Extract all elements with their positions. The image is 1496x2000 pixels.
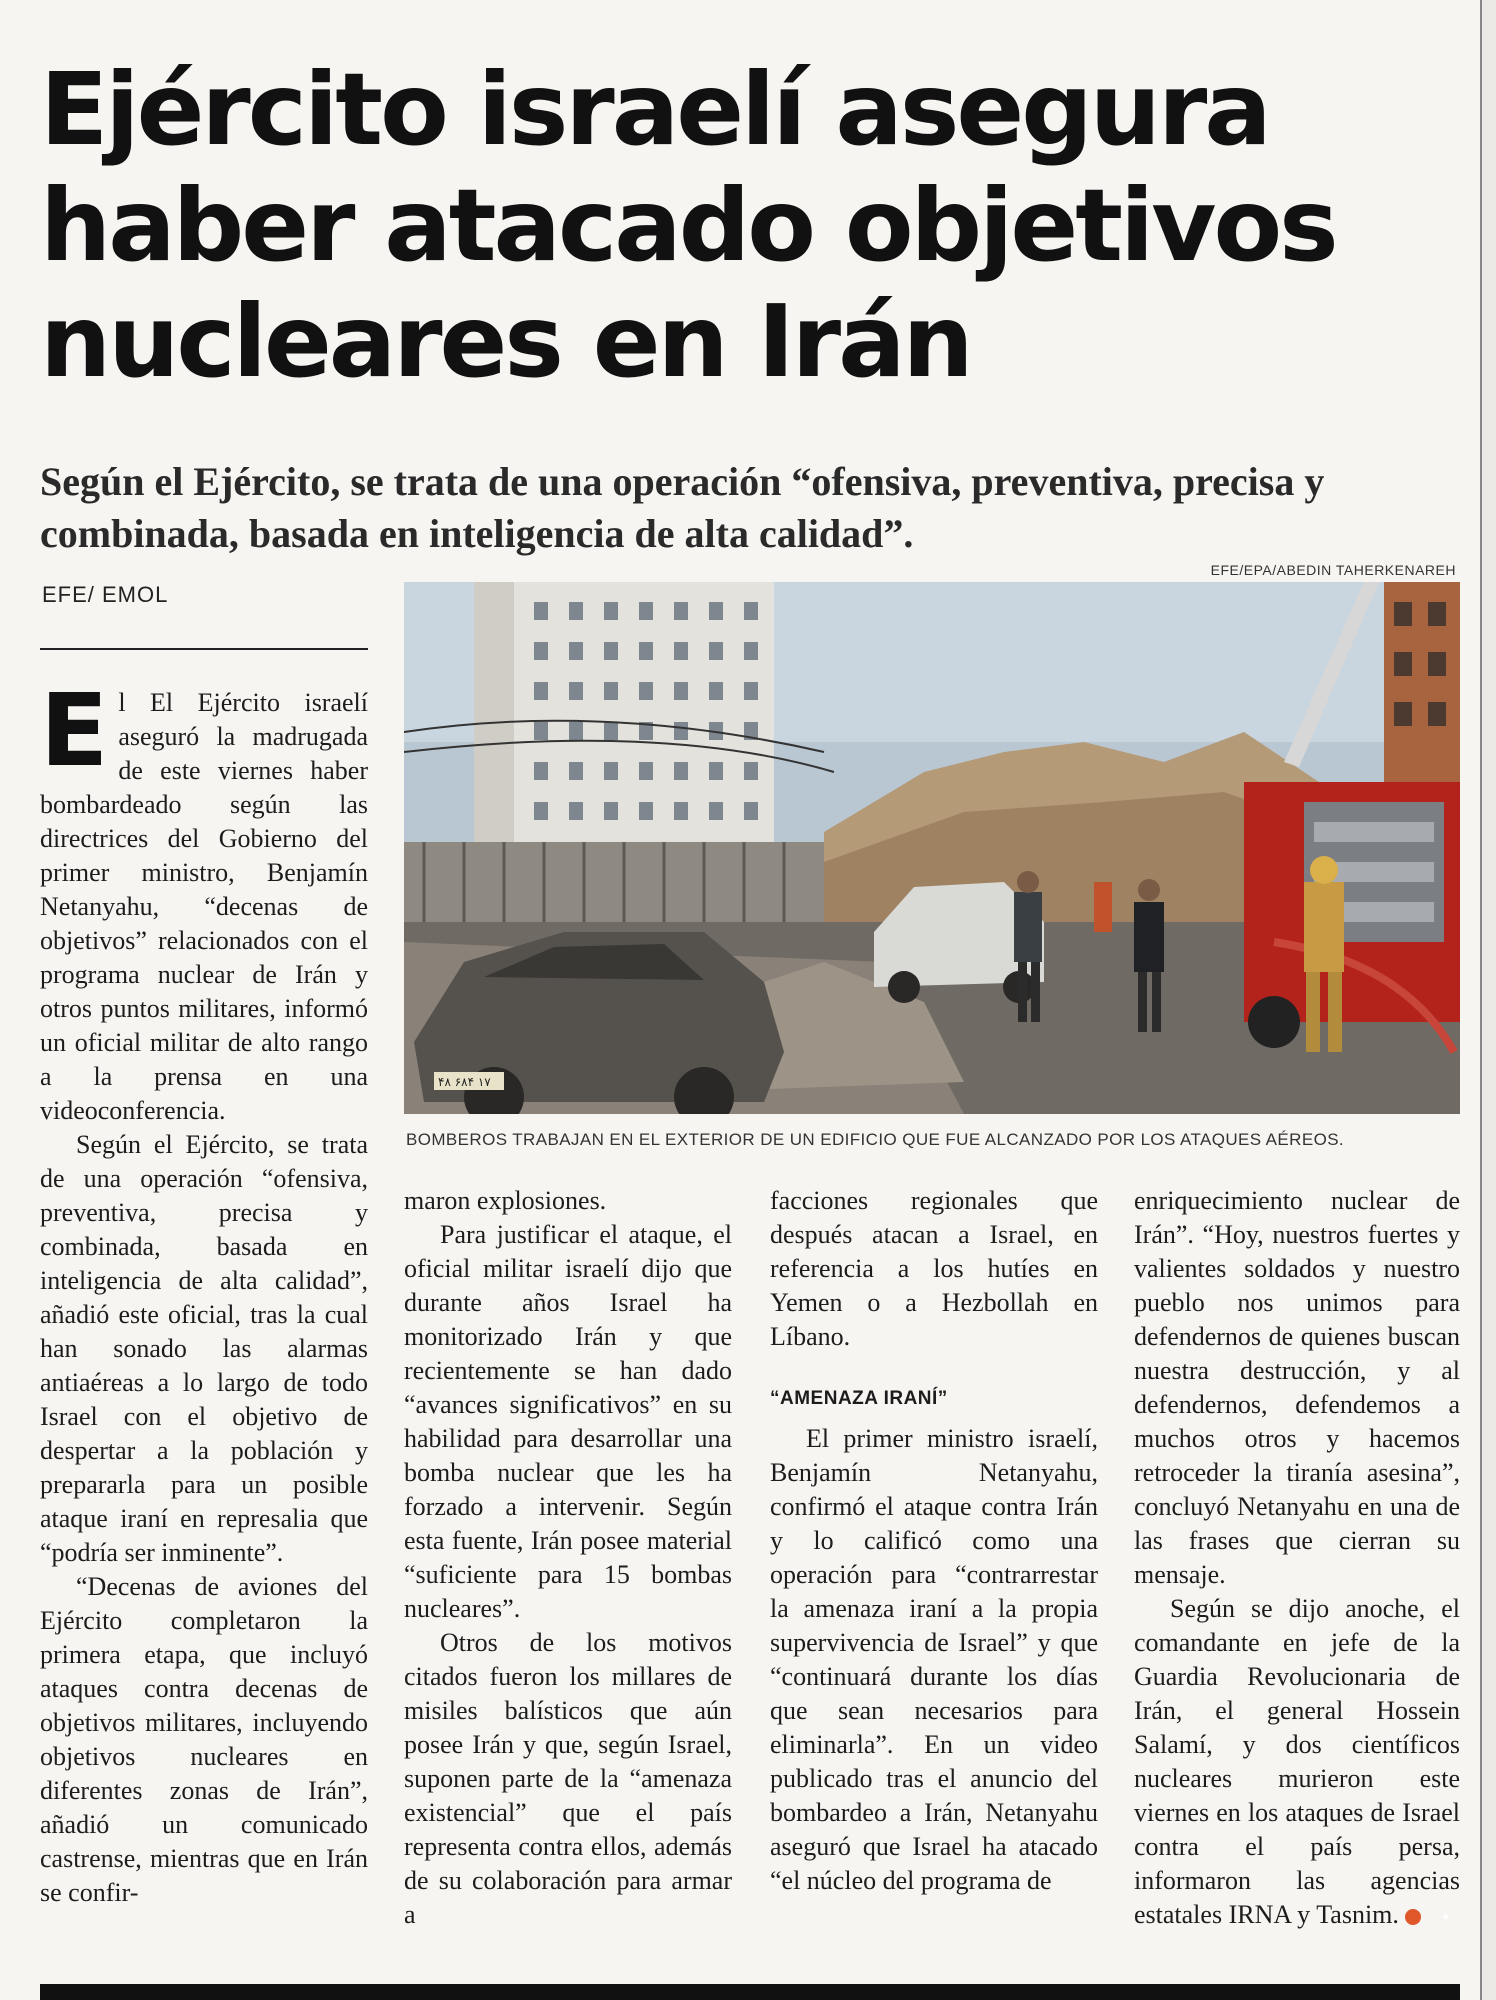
paragraph-3-start: “Decenas de aviones del Ejército completaron la primera etapa, que incluyó ataques contra decenas de objetivos militares, incluyendo objetivos nucleares en diferentes zonas de Irán”, añadió un comunicado castrense, mientras que en Irán se confir- bbox=[40, 1572, 368, 1907]
article-column-3 bbox=[770, 1184, 1098, 1898]
article-column-1 bbox=[40, 672, 368, 1910]
byline-rule bbox=[40, 648, 368, 650]
paragraph-3-end: maron explosiones. bbox=[404, 1186, 607, 1215]
photo-caption: BOMBEROS TRABAJAN EN EL EXTERIOR DE UN EDIFICIO QUE FUE ALCANZADO POR LOS ATAQUES AÉREOS. bbox=[406, 1130, 1345, 1149]
paragraph-2: Según el Ejército, se trata de una operación “ofensiva, preventiva, precisa y combinada, basada en inteligencia de alta calidad”, añadió este oficial, tras la cual han sonado las alarmas antiaéreas a lo largo de todo Israel con el objetivo de despertar a la población y prepararla para un posible ataque iraní en represalia que “podría ser inminente”. bbox=[40, 1130, 368, 1567]
paragraph-6-end: enriquecimiento nuclear de Irán”. “Hoy, nuestros fuertes y valientes soldados y nuestro pueblo nos unimos para defendernos de quienes buscan nuestra destrucción, y al defendernos, defendemos a muchos otros y hacemos retroceder la tiranía asesina”, concluyó Netanyahu en una de las frases que cierran su mensaje. bbox=[1134, 1186, 1460, 1589]
license-plate: ۴۸ ۶۸۴ ۱۷ bbox=[438, 1075, 491, 1089]
page-edge bbox=[1480, 0, 1496, 2000]
paragraph-7-text: Según se dijo anoche, el comandante en jefe de la Guardia Revolucionaria de Irán, el general Hossein Salamí, y dos científicos nucleares murieron este viernes en los ataques de Israel contra el país persa, informaron las agencias estatales IRNA y Tasnim. bbox=[1134, 1594, 1460, 1929]
subheadline: Según el Ejército, se trata de una operación “ofensiva, preventiva, precisa y combinada, basada en inteligencia de alta calidad”. bbox=[40, 459, 1325, 556]
headline: Ejército israelí asegura haber atacado objetivos nucleares en Irán bbox=[40, 51, 1336, 400]
article-column-4 bbox=[1134, 1184, 1460, 1932]
paragraph-6-start: El primer ministro israelí, Benjamín Netanyahu, confirmó el ataque contra Irán y lo calificó como una operación para “contrarrestar la amenaza iraní a la propia supervivencia de Israel” y que “continuará durante los días que sean necesarios para eliminarla”. En un video publicado tras el anuncio del bombardeo a Irán, Netanyahu aseguró que Israel ha atacado “el núcleo del programa de bbox=[770, 1424, 1098, 1895]
paragraph-4: Para justificar el ataque, el oficial militar israelí dijo que durante años Israel ha monitorizado Irán y que recientemente se han dado “avances significativos” en su habilidad para desarrollar una bomba nuclear que les ha forzado a intervenir. Según esta fuente, Irán posee material “suficiente para 15 bombas nucleares”. bbox=[404, 1220, 732, 1623]
paragraph-1: l El Ejército israelí aseguró la madrugada de este viernes haber bombardeado según las directrices del Gobierno del primer ministro, Benjamín Netanyahu, “decenas de objetivos” relacionados con el programa nuclear de Irán y otros puntos militares, informó un oficial militar de alto rango a la prensa en una videoconferencia. bbox=[40, 688, 368, 1125]
photo-credit: EFE/EPA/ABEDIN TAHERKENAREH bbox=[1210, 562, 1456, 578]
end-of-article-icon: ✦ bbox=[1405, 1909, 1421, 1925]
paragraph-5-end: facciones regionales que después atacan a Israel, en referencia a los hutíes en Yemen o a Hezbollah en Líbano. bbox=[770, 1186, 1098, 1351]
article-column-2 bbox=[404, 1184, 732, 1932]
paragraph-5-start: Otros de los motivos citados fueron los millares de misiles balísticos que aún posee Irán y que, según Israel, suponen parte de la “amenaza existencial” que el país representa contra ellos, además de su colaboración para armar a bbox=[404, 1628, 732, 1929]
byline: EFE/ EMOL bbox=[42, 582, 169, 607]
news-photo bbox=[404, 582, 1460, 1114]
news-photo-illustration bbox=[404, 582, 1460, 1114]
section-heading: “AMENAZA IRANÍ” bbox=[770, 1388, 948, 1409]
paragraph-7 bbox=[1134, 1592, 1460, 1932]
page-bottom-rule bbox=[40, 1984, 1460, 2000]
drop-cap: E bbox=[40, 672, 109, 789]
